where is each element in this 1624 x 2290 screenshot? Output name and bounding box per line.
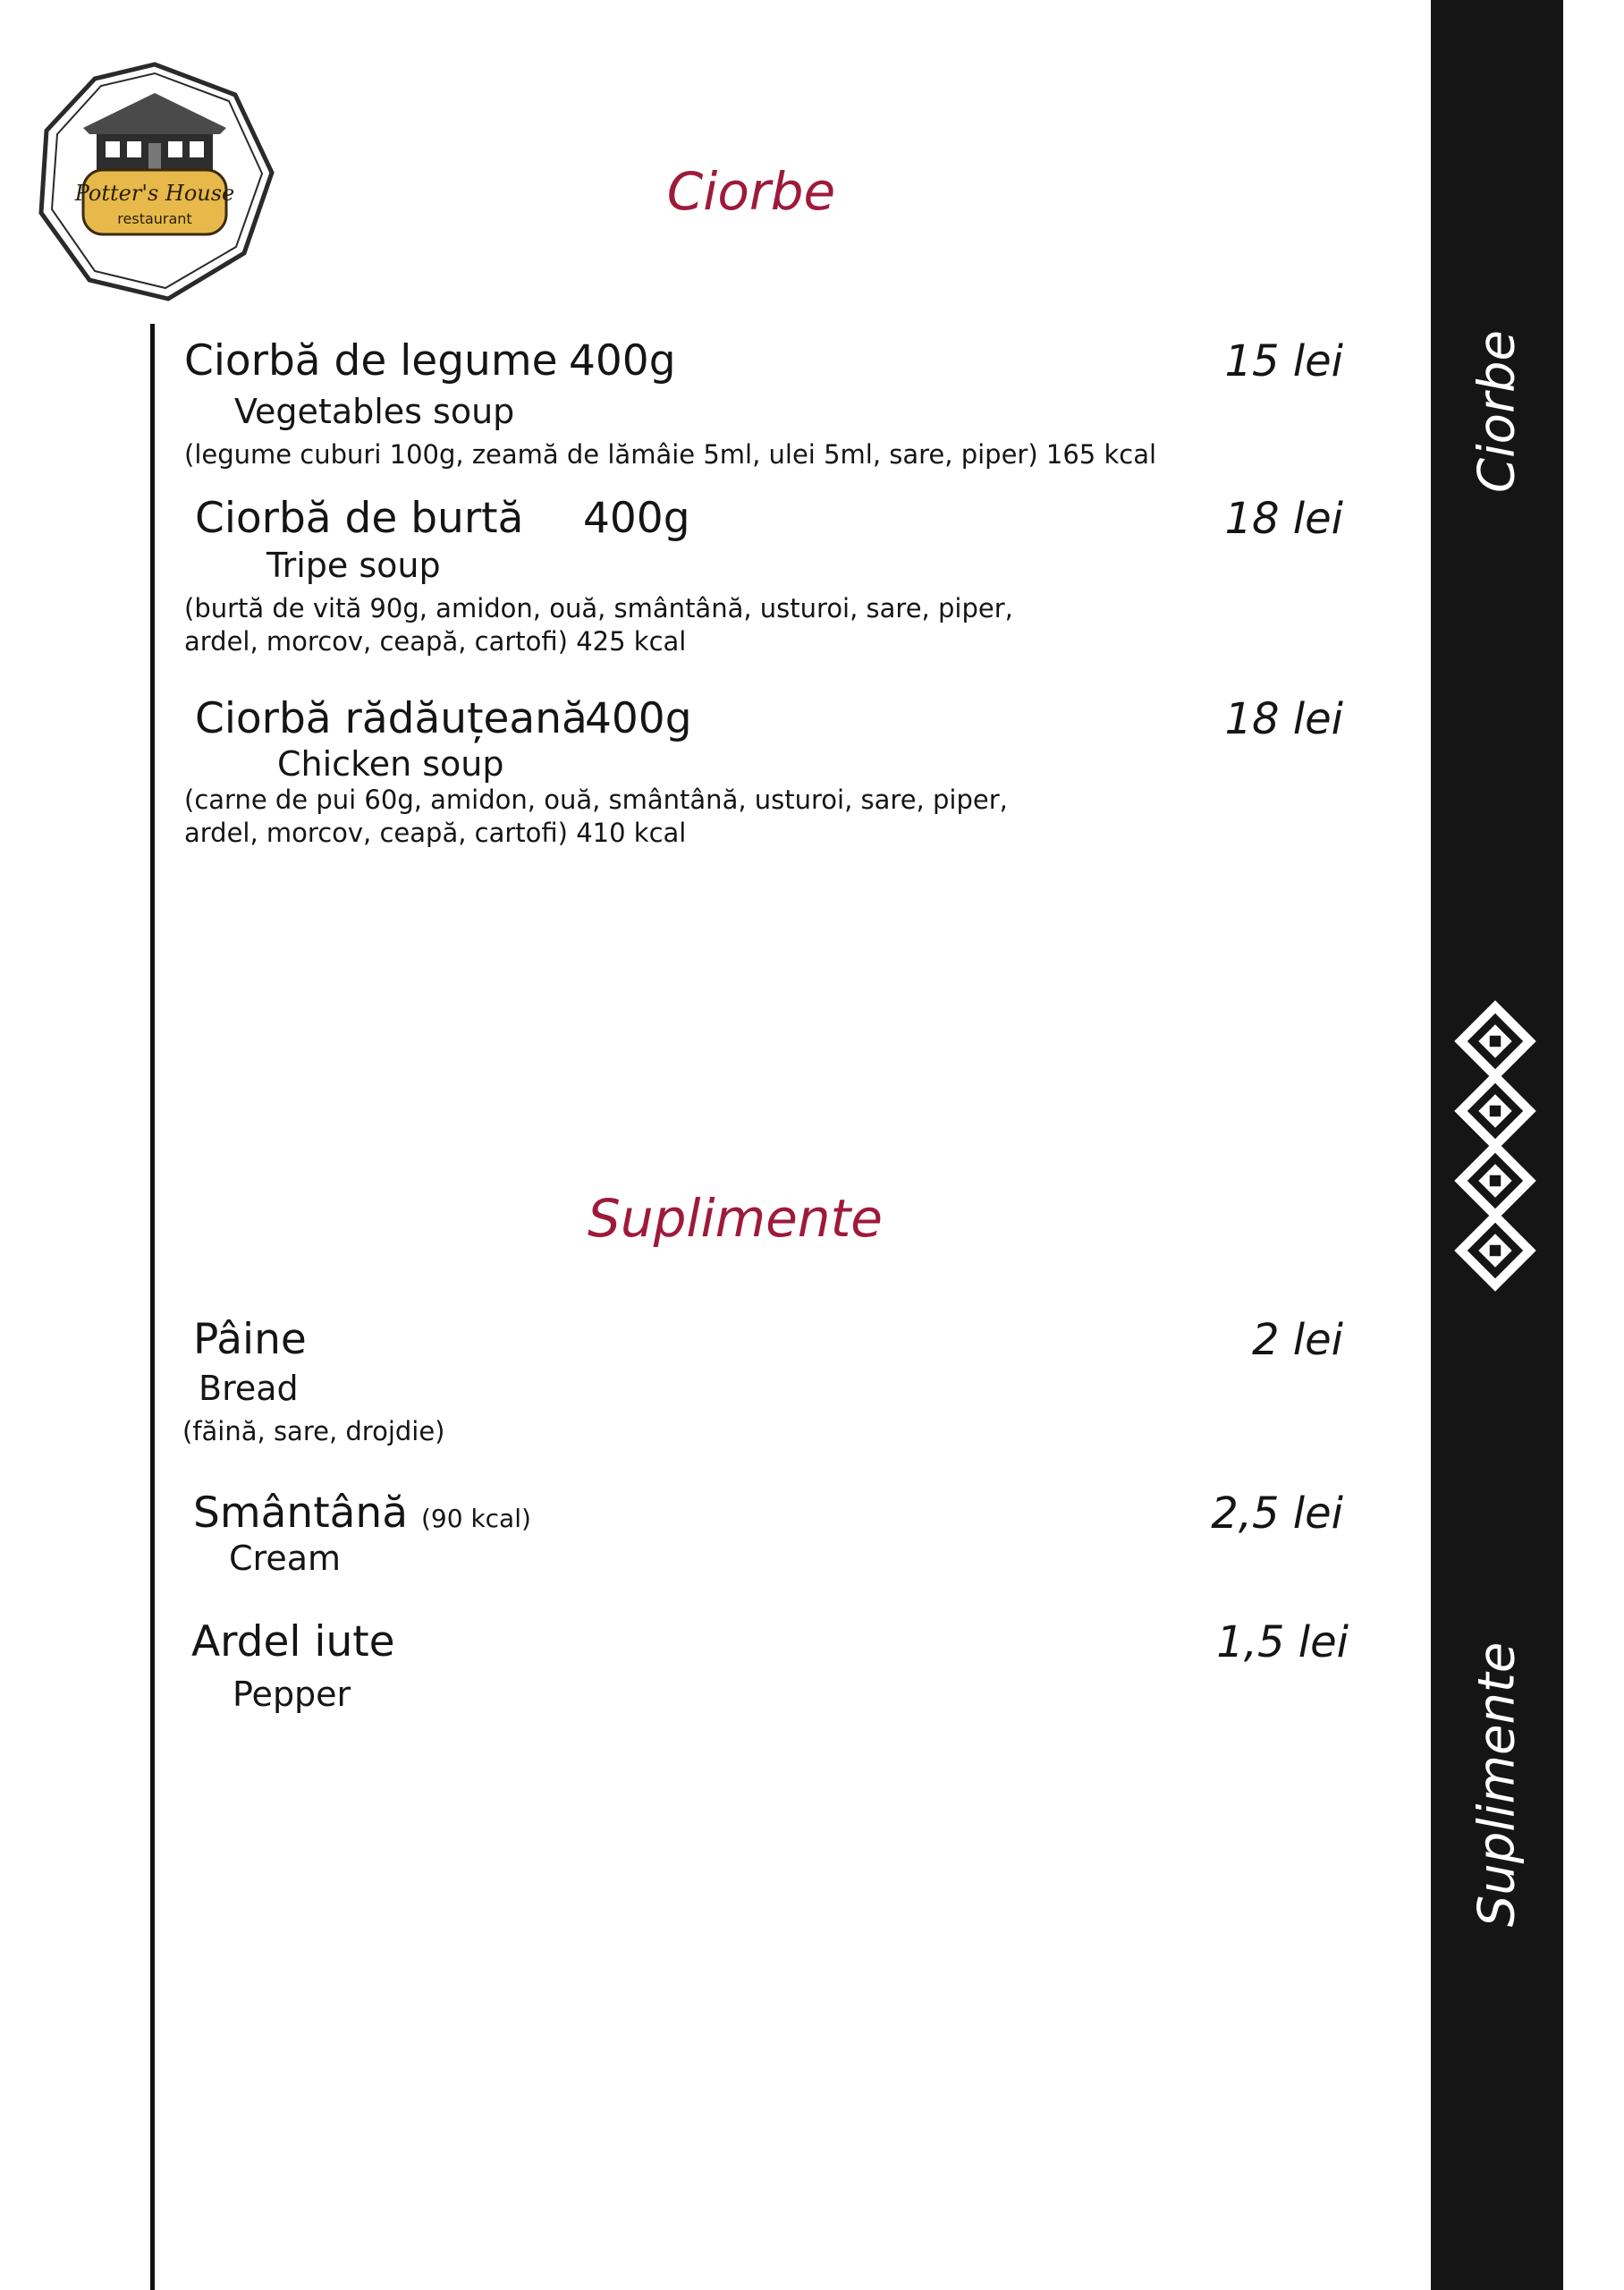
item-english: Pepper: [233, 1675, 351, 1714]
item-name: Ciorbă de legume: [184, 336, 558, 386]
section-title-ciorbe: Ciorbe: [666, 161, 836, 222]
item-price: 18 lei: [1224, 694, 1343, 744]
item-price: 2,5 lei: [1211, 1488, 1343, 1539]
sidebar-label-suplimente: Suplimente: [1468, 1641, 1527, 1928]
item-ingredients: (legume cuburi 100g, zeamă de lămâie 5ml, ulei 5ml, sare, piper) 165 kcal: [184, 439, 1157, 470]
item-weight: 400g: [583, 494, 690, 543]
logo-line2: restaurant: [117, 210, 192, 227]
item-ingredients: (carne de pui 60g, amidon, ouă, smântână, usturoi, sare, piper, ardel, morcov, ceapă, cartofi) 410 kcal: [184, 785, 1008, 848]
item-english: Chicken soup: [277, 744, 504, 784]
item-price: 1,5 lei: [1216, 1617, 1349, 1667]
item-name: Ardel iute: [191, 1617, 395, 1667]
item-price: 2 lei: [1252, 1315, 1343, 1365]
item-weight: 400g: [585, 694, 692, 743]
restaurant-logo: [34, 61, 275, 302]
item-english: Bread: [199, 1369, 299, 1408]
section-title-suplimente: Suplimente: [588, 1188, 883, 1249]
logo-line1: Potter's House: [74, 181, 235, 206]
item-name: Pâine: [193, 1315, 307, 1364]
item-name: [193, 1488, 531, 1538]
item-english: Tripe soup: [266, 546, 441, 585]
item-kcal-note: (90 kcal): [420, 1504, 531, 1533]
item-english: Vegetables soup: [234, 392, 515, 431]
item-name: Ciorbă de burtă: [195, 494, 524, 543]
item-name-text: Smântână: [193, 1488, 409, 1538]
item-ingredients: (burtă de vită 90g, amidon, ouă, smântână, usturoi, sare, piper, ardel, morcov, ceapă, cartofi) 425 kcal: [184, 593, 1013, 657]
item-name: Ciorbă rădăuțeană: [195, 694, 588, 743]
sidebar-label-ciorbe: Ciorbe: [1468, 330, 1527, 493]
item-price: 15 lei: [1224, 336, 1343, 386]
item-english: Cream: [229, 1539, 342, 1578]
item-weight: 400g: [569, 336, 676, 386]
item-ingredients: (făină, sare, drojdie): [182, 1416, 445, 1446]
item-price: 18 lei: [1224, 494, 1343, 544]
vertical-rule: [150, 324, 155, 2290]
folk-motif-icon: [1449, 1204, 1542, 1297]
